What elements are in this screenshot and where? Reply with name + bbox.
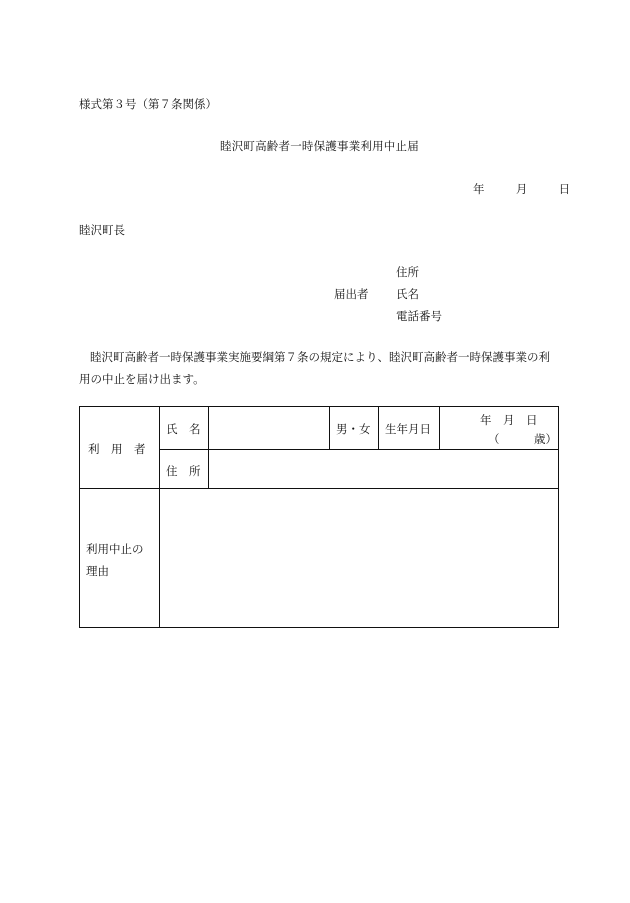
table-name-value[interactable] [214, 413, 324, 443]
table-line-user-bottom [80, 488, 558, 489]
table-reason-value[interactable] [166, 495, 551, 621]
form-table [79, 406, 559, 628]
date-line [473, 181, 570, 197]
table-line-gender-left [329, 407, 330, 449]
date-month-label: 月 [515, 182, 528, 196]
table-name-label: 氏 名 [166, 422, 201, 436]
addressee: 睦沢町長 [79, 223, 125, 237]
table-user-label: 利 用 者 [88, 442, 146, 456]
applicant-phone-label: 電話番号 [396, 309, 442, 323]
table-address-label: 住 所 [166, 464, 201, 478]
body-text: 睦沢町高齢者一時保護事業実施要綱第７条の規定により、睦沢町高齢者一時保護事業の利用の中止を届け出ます。 [79, 350, 550, 386]
form-number: 様式第３号（第７条関係） [79, 97, 217, 111]
table-line-birth-right [439, 407, 440, 449]
table-line-user-mid [159, 449, 559, 450]
table-line-name-col [208, 407, 209, 488]
date-year-label: 年 [473, 182, 485, 196]
table-age-format: （ 歳） [488, 432, 557, 446]
applicant-name-label: 氏名 [396, 287, 419, 301]
applicant-role-label: 届出者 [334, 287, 369, 301]
date-day-label: 日 [558, 182, 571, 196]
table-address-value[interactable] [214, 455, 549, 483]
table-reason-label-line2: 理由 [86, 564, 109, 578]
table-reason-label-line1: 利用中止の [86, 542, 144, 556]
table-birth-label: 生年月日 [385, 422, 431, 436]
document-title: 睦沢町高齢者一時保護事業利用中止届 [220, 139, 419, 153]
applicant-address-label: 住所 [396, 265, 419, 279]
table-line-gender-right [378, 407, 379, 449]
table-birth-date-format: 年 月 日 [480, 413, 538, 427]
table-line-label-col [159, 407, 160, 627]
table-gender-label: 男・女 [336, 422, 371, 436]
